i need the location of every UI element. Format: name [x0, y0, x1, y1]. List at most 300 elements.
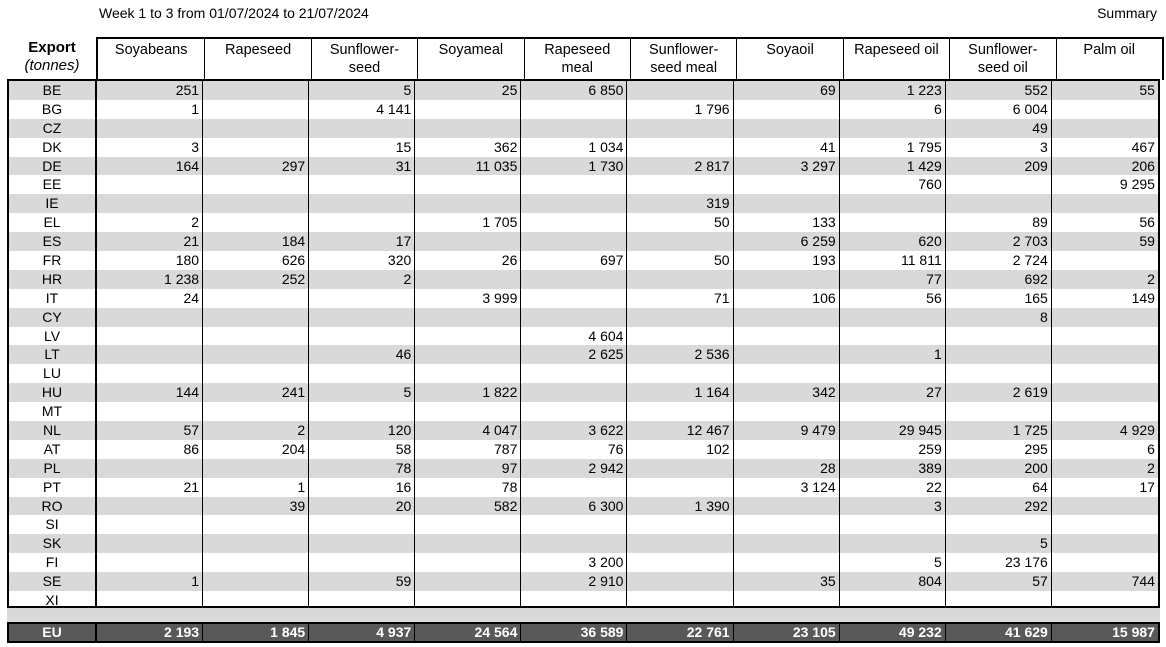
value-cell	[1052, 308, 1158, 327]
value-cell: 17	[1139, 478, 1155, 495]
column-header	[1056, 39, 1162, 80]
value-cell: 59	[309, 572, 415, 591]
value-cell	[415, 119, 521, 138]
value-cell	[97, 194, 203, 213]
value-cell	[415, 232, 521, 251]
value-cell: 5	[309, 383, 415, 402]
value-cell	[415, 364, 521, 383]
country-code: RO	[9, 497, 97, 516]
value-cell: 2	[1147, 459, 1155, 476]
table-row	[9, 515, 1158, 534]
value-cell	[309, 515, 415, 534]
value-cell	[521, 213, 627, 232]
value-cell	[734, 175, 840, 194]
table-row	[9, 383, 1158, 402]
value-cell	[946, 515, 1052, 534]
value-cell: 27	[840, 383, 946, 402]
table-row	[9, 534, 1158, 553]
table-row	[9, 421, 1158, 440]
value-cell	[415, 534, 521, 553]
export-header	[7, 37, 97, 79]
country-table-body	[7, 79, 1160, 608]
value-cell: 120	[309, 421, 415, 440]
country-code: NL	[9, 421, 97, 440]
value-cell: 56	[840, 289, 946, 308]
country-code: PL	[9, 459, 97, 478]
value-cell	[203, 345, 309, 364]
value-cell: 24	[97, 289, 203, 308]
value-cell: 1 164	[627, 383, 733, 402]
country-code: AT	[9, 440, 97, 459]
value-cell	[203, 138, 309, 157]
value-cell: 1	[840, 345, 946, 364]
table-row	[9, 81, 1158, 100]
value-cell	[1052, 119, 1158, 138]
value-cell	[840, 402, 946, 421]
table-row	[9, 270, 1158, 289]
value-cell: 389	[840, 459, 946, 478]
eu-total-cell: 24 564	[415, 624, 521, 641]
eu-total-cell: 2 193	[97, 624, 203, 641]
column-header	[204, 39, 310, 80]
value-cell	[734, 270, 840, 289]
value-cell: 41	[734, 138, 840, 157]
value-cell: 57	[946, 572, 1052, 591]
value-cell	[734, 515, 840, 534]
eu-total-cell: 36 589	[521, 624, 627, 641]
table-row	[9, 553, 1158, 572]
value-cell: 3 124	[734, 478, 840, 497]
value-cell	[627, 478, 733, 497]
eu-total-cell: 23 105	[734, 624, 840, 641]
value-cell	[309, 402, 415, 421]
column-header	[949, 39, 1055, 80]
value-cell	[521, 232, 627, 251]
value-cell: 49	[946, 119, 1052, 138]
table-row	[9, 157, 1158, 176]
value-cell: 78	[309, 459, 415, 478]
country-code: SI	[9, 515, 97, 534]
value-cell: 620	[840, 232, 946, 251]
value-cell	[97, 327, 203, 346]
value-cell: 26	[415, 251, 521, 270]
value-cell	[627, 270, 733, 289]
value-cell	[97, 553, 203, 572]
value-cell: 6 300	[521, 497, 627, 516]
value-cell	[521, 100, 627, 119]
table-row	[9, 232, 1158, 251]
value-cell	[1052, 251, 1158, 270]
value-cell	[415, 572, 521, 591]
value-cell	[97, 459, 203, 478]
value-cell: 149	[1131, 289, 1155, 306]
column-header-line: Sunflower-	[968, 42, 1038, 58]
value-cell	[1052, 497, 1158, 516]
value-cell	[1052, 402, 1158, 421]
value-cell: 1 034	[521, 138, 627, 157]
value-cell	[734, 100, 840, 119]
value-cell	[1052, 194, 1158, 213]
value-cell	[627, 515, 733, 534]
value-cell: 804	[840, 572, 946, 591]
value-cell: 552	[946, 81, 1052, 100]
value-cell	[734, 440, 840, 459]
value-cell: 29 945	[840, 421, 946, 440]
value-cell	[840, 308, 946, 327]
value-cell	[946, 402, 1052, 421]
value-cell	[521, 119, 627, 138]
value-cell: 3 297	[734, 157, 840, 176]
value-cell	[309, 194, 415, 213]
value-cell: 209	[946, 157, 1052, 176]
value-cell	[203, 534, 309, 553]
value-cell	[203, 81, 309, 100]
value-cell: 17	[309, 232, 415, 251]
value-cell	[627, 232, 733, 251]
value-cell	[1052, 383, 1158, 402]
country-code: FR	[9, 251, 97, 270]
value-cell: 35	[734, 572, 840, 591]
value-cell: 2 536	[627, 345, 733, 364]
value-cell: 2 619	[946, 383, 1052, 402]
value-cell: 71	[627, 289, 733, 308]
value-cell: 295	[946, 440, 1052, 459]
table-row	[9, 364, 1158, 383]
value-cell: 89	[946, 213, 1052, 232]
value-cell	[97, 345, 203, 364]
value-cell: 1 429	[840, 157, 946, 176]
column-header	[843, 39, 949, 80]
value-cell: 582	[415, 497, 521, 516]
value-cell	[309, 289, 415, 308]
column-header-line: Sunflower-	[648, 42, 719, 58]
country-code: LT	[9, 345, 97, 364]
value-cell	[946, 364, 1052, 383]
value-cell: 46	[309, 345, 415, 364]
value-cell	[734, 402, 840, 421]
value-cell	[415, 100, 521, 119]
value-cell	[203, 402, 309, 421]
value-cell	[309, 119, 415, 138]
value-cell	[97, 308, 203, 327]
value-cell: 6 004	[946, 100, 1052, 119]
value-cell	[521, 402, 627, 421]
table-row	[9, 119, 1158, 138]
value-cell: 2 625	[521, 345, 627, 364]
table-header	[7, 37, 1160, 79]
table-row	[9, 459, 1158, 478]
value-cell: 3 200	[521, 553, 627, 572]
value-cell: 4 604	[521, 327, 627, 346]
value-cell: 744	[1131, 573, 1155, 590]
period-label: Week 1 to 3 from 01/07/2024 to 21/07/2024	[99, 5, 369, 21]
value-cell	[203, 364, 309, 383]
eu-total-cell: 22 761	[627, 624, 733, 641]
value-cell: 1 238	[97, 270, 203, 289]
column-header-line: seed oil	[977, 60, 1028, 76]
column-header-line: Soyaoil	[766, 42, 814, 58]
value-cell	[203, 100, 309, 119]
value-cell	[521, 364, 627, 383]
country-code: XI	[9, 591, 97, 610]
value-cell	[203, 308, 309, 327]
value-cell	[415, 194, 521, 213]
table-row	[9, 345, 1158, 364]
value-cell	[1052, 327, 1158, 346]
value-cell	[309, 534, 415, 553]
value-cell: 22	[840, 478, 946, 497]
value-cell: 297	[203, 157, 309, 176]
value-cell: 1 705	[415, 213, 521, 232]
value-cell	[840, 515, 946, 534]
value-cell	[734, 345, 840, 364]
eu-total-cell: 15 987	[1112, 624, 1155, 640]
value-cell: 133	[734, 213, 840, 232]
table-row	[9, 251, 1158, 270]
value-cell	[1052, 515, 1158, 534]
value-cell: 25	[415, 81, 521, 100]
column-header-line: seed meal	[650, 60, 718, 76]
value-cell: 259	[840, 440, 946, 459]
value-cell: 2	[203, 421, 309, 440]
value-cell	[97, 364, 203, 383]
value-cell	[627, 327, 733, 346]
value-cell: 6 259	[734, 232, 840, 251]
column-header-line: Sunflower-	[329, 42, 400, 58]
column-header	[524, 39, 630, 80]
table-row	[9, 289, 1158, 308]
value-cell	[627, 364, 733, 383]
value-cell: 3 999	[415, 289, 521, 308]
column-header-line: Rapeseed	[225, 42, 292, 58]
value-cell: 77	[840, 270, 946, 289]
value-cell	[840, 327, 946, 346]
value-cell: 97	[415, 459, 521, 478]
value-cell	[627, 308, 733, 327]
value-cell	[946, 194, 1052, 213]
value-cell	[521, 175, 627, 194]
value-cell	[627, 119, 733, 138]
value-cell: 23 176	[946, 553, 1052, 572]
value-cell: 200	[946, 459, 1052, 478]
country-code: HR	[9, 270, 97, 289]
value-cell: 21	[97, 232, 203, 251]
value-cell	[309, 553, 415, 572]
export-label: Export	[28, 39, 76, 56]
value-cell	[627, 459, 733, 478]
value-cell: 165	[946, 289, 1052, 308]
value-cell: 5	[946, 534, 1052, 553]
country-code: EL	[9, 213, 97, 232]
value-cell: 59	[1139, 233, 1155, 250]
table-row	[9, 308, 1158, 327]
value-cell	[521, 383, 627, 402]
value-cell	[97, 515, 203, 534]
value-cell: 342	[734, 383, 840, 402]
value-cell	[734, 308, 840, 327]
value-cell	[415, 175, 521, 194]
value-cell: 16	[309, 478, 415, 497]
value-cell: 58	[309, 440, 415, 459]
country-code: ES	[9, 232, 97, 251]
value-cell: 78	[415, 478, 521, 497]
value-cell: 252	[203, 270, 309, 289]
value-cell	[415, 553, 521, 572]
table-row	[9, 497, 1158, 516]
value-cell: 144	[97, 383, 203, 402]
value-cell: 241	[203, 383, 309, 402]
value-cell	[627, 534, 733, 553]
column-header-line: Rapeseed oil	[854, 42, 939, 58]
country-code: CZ	[9, 119, 97, 138]
eu-total-row	[7, 622, 1160, 643]
column-header	[417, 39, 523, 80]
value-cell	[840, 213, 946, 232]
value-cell	[415, 345, 521, 364]
value-cell	[203, 459, 309, 478]
value-cell	[840, 364, 946, 383]
country-code: LU	[9, 364, 97, 383]
value-cell	[627, 553, 733, 572]
value-cell: 362	[415, 138, 521, 157]
value-cell: 2 942	[521, 459, 627, 478]
value-cell: 2 910	[521, 572, 627, 591]
value-cell: 3 622	[521, 421, 627, 440]
value-cell	[203, 194, 309, 213]
value-cell: 50	[627, 251, 733, 270]
value-cell: 1 795	[840, 138, 946, 157]
country-code: LV	[9, 327, 97, 346]
value-cell: 12 467	[627, 421, 733, 440]
value-cell	[521, 270, 627, 289]
column-header	[630, 39, 736, 80]
country-code: DK	[9, 138, 97, 157]
value-cell	[415, 270, 521, 289]
value-cell	[1052, 553, 1158, 572]
value-cell	[521, 308, 627, 327]
value-cell	[734, 327, 840, 346]
value-cell	[203, 572, 309, 591]
value-cell	[309, 308, 415, 327]
value-cell: 1	[203, 478, 309, 497]
country-code: FI	[9, 553, 97, 572]
value-cell	[415, 515, 521, 534]
column-header-line: Rapeseed	[544, 42, 611, 58]
value-cell	[97, 497, 203, 516]
value-cell	[309, 327, 415, 346]
value-cell	[734, 553, 840, 572]
table-row	[9, 402, 1158, 421]
country-code: MT	[9, 402, 97, 421]
value-cell: 3	[946, 138, 1052, 157]
value-cell	[203, 289, 309, 308]
value-cell: 692	[946, 270, 1052, 289]
value-cell	[1052, 534, 1158, 553]
value-cell: 6	[1147, 440, 1155, 457]
table-row	[9, 572, 1158, 591]
value-cell	[203, 213, 309, 232]
value-cell: 251	[97, 81, 203, 100]
value-cell: 3	[97, 138, 203, 157]
unit-label: (tonnes)	[24, 57, 80, 74]
separator-band	[7, 608, 1160, 622]
column-headers	[96, 37, 1164, 80]
column-header-line: seed	[348, 60, 381, 76]
column-header	[311, 39, 417, 80]
value-cell	[97, 175, 203, 194]
value-cell: 1 725	[946, 421, 1052, 440]
value-cell: 4 141	[309, 100, 415, 119]
country-code: SK	[9, 534, 97, 553]
value-cell: 8	[946, 308, 1052, 327]
value-cell: 69	[734, 81, 840, 100]
value-cell	[415, 308, 521, 327]
eu-total-cell: 49 232	[840, 624, 946, 641]
value-cell	[203, 553, 309, 572]
column-header	[736, 39, 842, 80]
country-code: PT	[9, 478, 97, 497]
column-header-line: Soyameal	[438, 42, 504, 58]
eu-total-cell: 4 937	[309, 624, 415, 641]
value-cell: 9 479	[734, 421, 840, 440]
value-cell: 3	[840, 497, 946, 516]
eu-label: EU	[9, 624, 97, 641]
value-cell: 626	[203, 251, 309, 270]
value-cell: 760	[840, 175, 946, 194]
value-cell	[734, 364, 840, 383]
value-cell	[840, 534, 946, 553]
value-cell	[734, 534, 840, 553]
country-code: IT	[9, 289, 97, 308]
value-cell: 292	[946, 497, 1052, 516]
value-cell: 1 390	[627, 497, 733, 516]
value-cell: 15	[309, 138, 415, 157]
value-cell: 2 703	[946, 232, 1052, 251]
country-code: IE	[9, 194, 97, 213]
value-cell: 319	[627, 194, 733, 213]
table-row	[9, 327, 1158, 346]
value-cell: 193	[734, 251, 840, 270]
value-cell	[1052, 100, 1158, 119]
table-row	[9, 478, 1158, 497]
value-cell: 184	[203, 232, 309, 251]
value-cell: 21	[97, 478, 203, 497]
value-cell	[521, 534, 627, 553]
value-cell	[627, 175, 733, 194]
value-cell: 2 817	[627, 157, 733, 176]
value-cell	[521, 194, 627, 213]
value-cell: 1 796	[627, 100, 733, 119]
value-cell	[415, 402, 521, 421]
value-cell	[521, 289, 627, 308]
table-row	[9, 175, 1158, 194]
value-cell: 5	[309, 81, 415, 100]
country-code: BE	[9, 81, 97, 100]
value-cell: 31	[309, 157, 415, 176]
value-cell: 9 295	[1119, 176, 1155, 193]
value-cell: 39	[203, 497, 309, 516]
value-cell: 204	[203, 440, 309, 459]
value-cell: 787	[415, 440, 521, 459]
value-cell	[627, 138, 733, 157]
column-header-line: Soyabeans	[114, 42, 188, 58]
value-cell	[97, 534, 203, 553]
value-cell: 320	[309, 251, 415, 270]
value-cell	[946, 345, 1052, 364]
column-header-line: meal	[561, 60, 593, 76]
country-code: EE	[9, 175, 97, 194]
value-cell: 1 223	[840, 81, 946, 100]
